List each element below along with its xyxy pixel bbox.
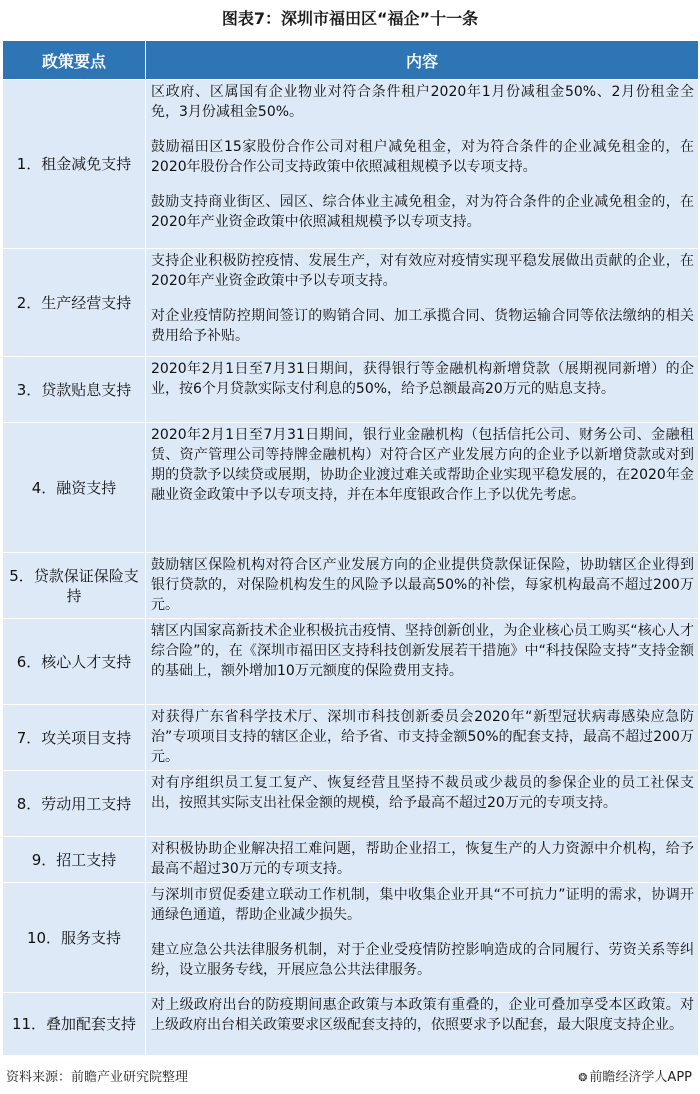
table-header-row [3, 41, 699, 80]
policy-category: 3．贷款贴息支持 [3, 357, 146, 423]
brand-credit [578, 1066, 692, 1085]
table-row [3, 80, 699, 249]
policy-category: 8．劳动用工支持 [3, 771, 146, 837]
policy-paragraph: 与深圳市贸促委建立联动工作机制，集中收集企业开具“不可抗力”证明的需求，协调开通绿色通道，帮助企业减少损失。 [151, 887, 694, 923]
brand-name: 前瞻经济学人APP [589, 1070, 692, 1085]
table-row [3, 249, 699, 357]
policy-paragraph: 区政府、区属国有企业物业对符合条件租户2020年1月份减租金50%、2月份租金全免，3月份减租金50%。 [151, 84, 694, 120]
policy-paragraph: 建立应急公共法律服务机制，对于企业受疫情防控影响造成的合同履行、劳资关系等纠纷，设立服务专线，开展应急公共法律服务。 [151, 942, 694, 978]
page-title: 图表7：深圳市福田区“福企”十一条 [221, 9, 479, 28]
policy-paragraph: 对上级政府出台的防疫期间惠企政策与本政策有重叠的，企业可叠加享受本区政策。对上级政府出台相关政策要求区级配套支持的，依照要求予以配套，最大限度支持企业。 [151, 997, 694, 1033]
table-row [3, 883, 699, 993]
policy-content [146, 993, 699, 1056]
policy-paragraph: 支持企业积极防控疫情、发展生产，对有效应对疫情实现平稳发展做出贡献的企业，在2020年产业资金政策中予以专项支持。 [151, 253, 694, 289]
policy-paragraph: 2020年2月1日至7月31日期间，银行业金融机构（包括信托公司、财务公司、金融租赁、资产管理公司等持牌金融机构）对符合区产业发展方向的企业予以新增贷款或对到期的贷款予以续贷或展期，协助企业渡过难关或帮助企业实现平稳发展的，在2020年金融业资金政策中予以专项支持，并在本年度银政合作上予以优先考虑。 [151, 427, 694, 503]
policy-category: 1．租金减免支持 [3, 80, 146, 249]
policy-content [146, 705, 699, 771]
policy-content [146, 553, 699, 619]
policy-paragraph: 对获得广东省科学技术厅、深圳市科技创新委员会2020年“新型冠状病毒感染应急防治”专项项目支持的辖区企业，给予省、市支持金额50%的配套支持，最高不超过200万元。 [151, 709, 694, 765]
table-row [3, 837, 699, 883]
table-row [3, 357, 699, 423]
policy-category: 9．招工支持 [3, 837, 146, 883]
brand-logo-icon: ❂ [578, 1071, 588, 1084]
policy-content [146, 423, 699, 553]
policy-category: 5．贷款保证保险支持 [3, 553, 146, 619]
policy-category: 11．叠加配套支持 [3, 993, 146, 1056]
table-body [3, 80, 699, 1056]
policy-paragraph: 鼓励福田区15家股份合作公司对租户减免租金，对为符合条件的企业减免租金的，在2020年股份合作公司支持政策中依照减租规模予以专项支持。 [151, 139, 694, 175]
policy-content [146, 619, 699, 705]
header-content: 内容 [146, 41, 699, 80]
footer [6, 1064, 692, 1086]
policy-content [146, 249, 699, 357]
policy-content [146, 771, 699, 837]
policy-table [2, 40, 699, 1056]
policy-paragraph: 辖区内国家高新技术企业积极抗击疫情、坚持创新创业，为企业核心员工购买“核心人才综合险”的，在《深圳市福田区支持科技创新发展若干措施》中“科技保险支持”支持金额的基础上，额外增加10万元额度的保险费用支持。 [151, 623, 694, 679]
policy-paragraph: 对积极协助企业解决招工难问题，帮助企业招工，恢复生产的人力资源中介机构，给予最高不超过30万元的专项支持。 [151, 841, 694, 877]
policy-category: 4．融资支持 [3, 423, 146, 553]
policy-content [146, 357, 699, 423]
policy-paragraph: 2020年2月1日至7月31日期间，获得银行等金融机构新增贷款（展期视同新增）的企业，按6个月贷款实际支付利息的50%，给予总额最高20万元的贴息支持。 [151, 361, 694, 397]
policy-category: 6．核心人才支持 [3, 619, 146, 705]
source-note: 资料来源：前瞻产业研究院整理 [6, 1070, 189, 1085]
header-policy-point: 政策要点 [3, 41, 146, 80]
policy-paragraph: 鼓励辖区保险机构对符合区产业发展方向的企业提供贷款保证保险，协助辖区企业得到银行贷款的，对保险机构发生的风险予以最高50%的补偿，每家机构最高不超过200万元。 [151, 557, 694, 613]
policy-category: 7．攻关项目支持 [3, 705, 146, 771]
table-row [3, 553, 699, 619]
policy-paragraph: 对有序组织员工复工复产、恢复经营且坚持不裁员或少裁员的参保企业的员工社保支出，按照其实际支出社保金额的规模，给予最高不超过20万元的专项支持。 [151, 775, 694, 811]
table-row [3, 771, 699, 837]
table-row [3, 705, 699, 771]
policy-paragraph: 鼓励支持商业街区、园区、综合体业主减免租金，对为符合条件的企业减免租金的，在2020年产业资金政策中依照减租规模予以专项支持。 [151, 194, 694, 230]
policy-content [146, 80, 699, 249]
table-row [3, 619, 699, 705]
policy-content [146, 883, 699, 993]
table-row [3, 423, 699, 553]
policy-category: 10．服务支持 [3, 883, 146, 993]
policy-paragraph: 对企业疫情防控期间签订的购销合同、加工承揽合同、货物运输合同等依法缴纳的相关费用给予补贴。 [151, 308, 694, 344]
policy-category: 2．生产经营支持 [3, 249, 146, 357]
table-row [3, 993, 699, 1056]
policy-content [146, 837, 699, 883]
